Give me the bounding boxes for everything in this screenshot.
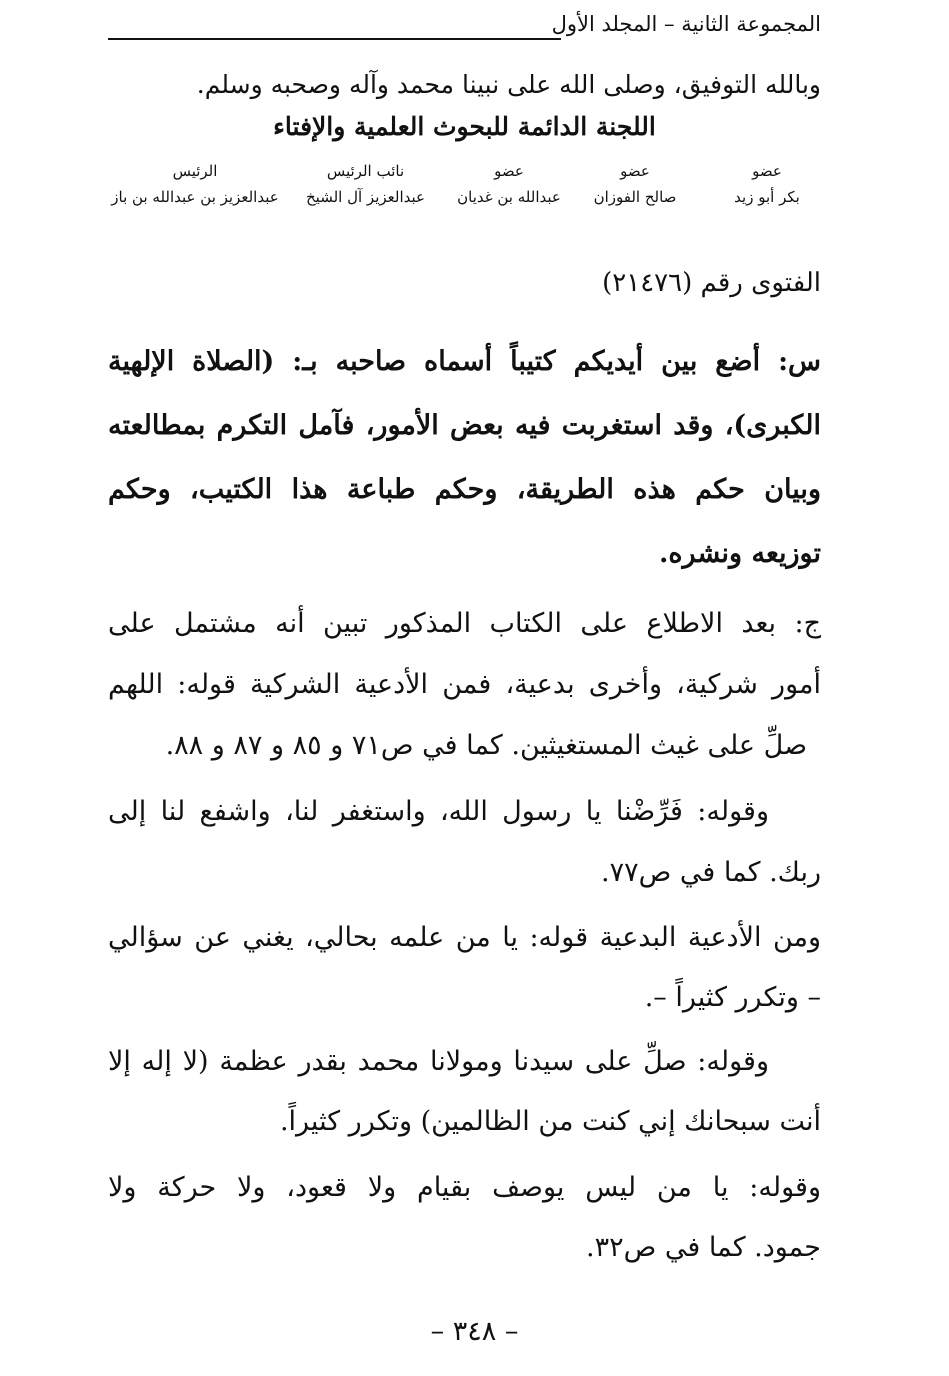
signatory-role: عضو (620, 162, 650, 180)
signatory (712, 162, 822, 206)
signatory (444, 162, 574, 206)
signatory-role: عضو (752, 162, 782, 180)
signatory-name: بكر أبو زيد (734, 188, 800, 206)
page-number: – ٣٤٨ – (430, 1316, 519, 1347)
signatory-name: عبدالعزيز بن عبدالله بن باز (111, 188, 279, 206)
question-line: س: أضع بين أيديكم كتيباً أسماه صاحبه بـ: (الصلاة الإلهية (108, 346, 821, 377)
answer-line: ج: بعد الاطلاع على الكتاب المذكور تبين أنه مشتمل على (108, 608, 821, 639)
running-header: المجموعة الثانية – المجلد الأول (551, 12, 821, 36)
answer-line: ربك. كما في ص٧٧. (601, 857, 821, 888)
signatory-role: نائب الرئيس (326, 162, 405, 180)
header-rule (108, 38, 561, 40)
answer-line: وقوله: فَرِّضْنا يا رسول الله، واستغفر لنا، واشفع لنا إلى (108, 796, 769, 827)
answer-line: جمود. كما في ص٣٢. (586, 1232, 821, 1263)
signatory-role: عضو (494, 162, 524, 180)
question-line: وبيان حكم هذه الطريقة، وحكم طباعة هذا الكتيب، وحكم (108, 474, 821, 505)
answer-line: أمور شركية، وأخرى بدعية، فمن الأدعية الشركية قوله: اللهم (108, 669, 821, 700)
signatory-name: عبدالله بن غديان (457, 188, 561, 206)
signatures (104, 162, 822, 222)
committee-name: اللجنة الدائمة للبحوث العلمية والإفتاء (273, 112, 656, 141)
signatory (293, 162, 438, 206)
answer-line: وقوله: يا من ليس يوصف بقيام ولا قعود، ولا حركة ولا (108, 1172, 821, 1203)
answer-line: أنت سبحانك إني كنت من الظالمين) وتكرر كثيراً. (279, 1106, 821, 1137)
signatory (580, 162, 690, 206)
signatory-name: صالح الفوزان (593, 188, 677, 206)
signatory-role: الرئيس (172, 162, 218, 180)
answer-line: – وتكرر كثيراً –. (644, 982, 821, 1013)
closing-formula: وبالله التوفيق، وصلى الله على نبينا محمد وآله وصحبه وسلم. (196, 70, 821, 99)
fatwa-number: الفتوى رقم (٢١٤٧٦) (602, 268, 821, 298)
question-line: الكبرى)، وقد استغربت فيه بعض الأمور، فآمل التكرم بمطالعته (108, 410, 821, 441)
question-line: توزيعه ونشره. (659, 538, 821, 569)
signatory-name: عبدالعزيز آل الشيخ (306, 188, 425, 206)
answer-line: ومن الأدعية البدعية قوله: يا من علمه بحالي، يغني عن سؤالي (108, 922, 821, 953)
answer-line: وقوله: صلِّ على سيدنا ومولانا محمد بقدر عظمة (لا إله إلا (108, 1046, 769, 1077)
signatory (100, 162, 290, 206)
answer-line: صلِّ على غيث المستغيثين. كما في ص٧١ و ٨٥ و ٨٧ و ٨٨. (165, 730, 807, 761)
